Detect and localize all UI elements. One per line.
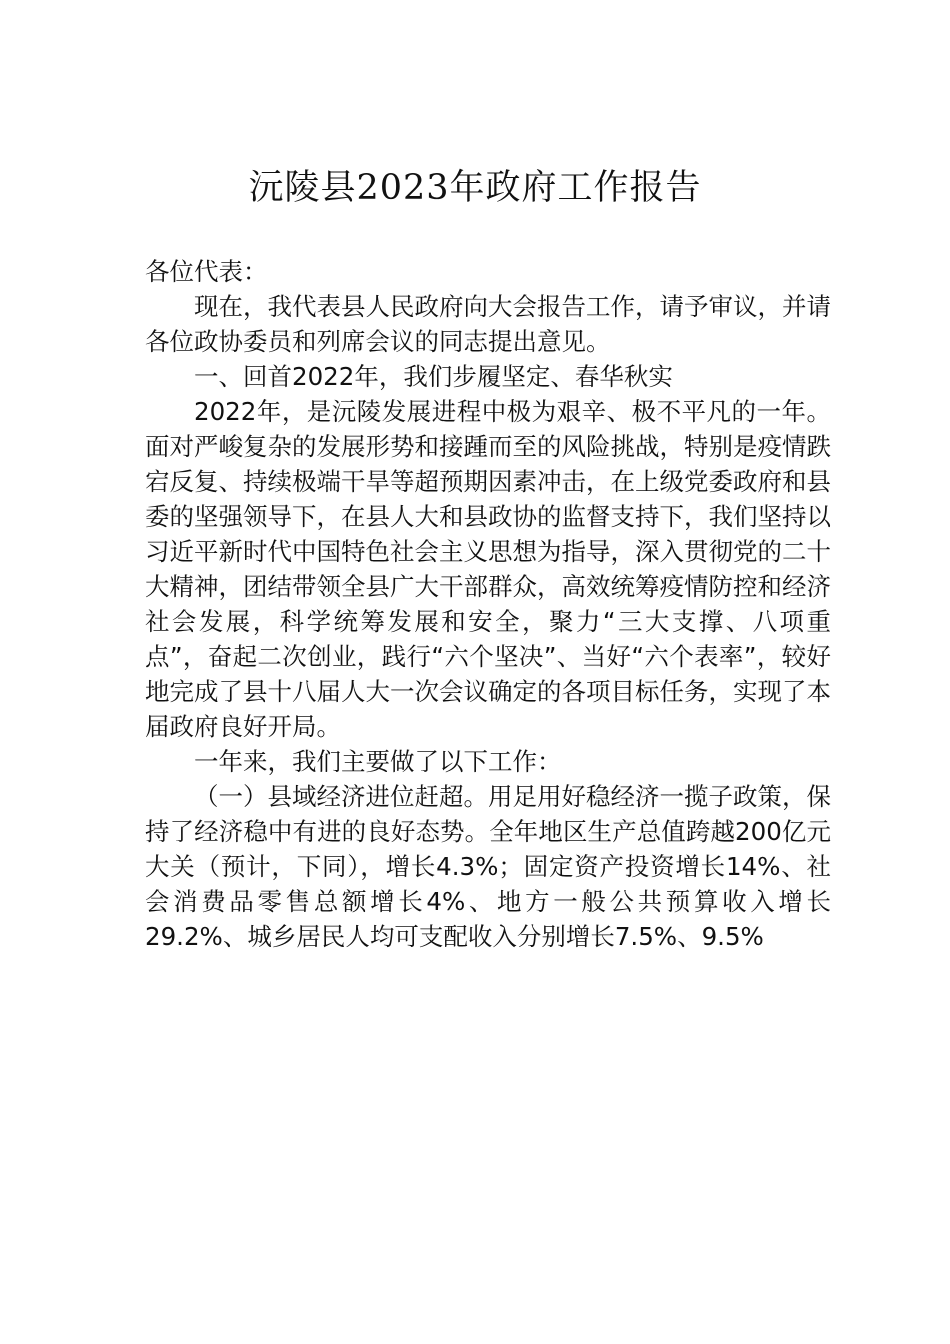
- paragraph-intro-work: 一年来，我们主要做了以下工作：: [194, 747, 562, 776]
- document-body: [145, 254, 831, 954]
- salutation: 各位代表：: [145, 257, 268, 286]
- paragraph-economy: （一）县域经济进位赶超。用足用好稳经济一揽子政策，保持了经济稳中有进的良好态势。全年地区生产总值跨越200亿元大关（预计，下同），增长4.3%；固定资产投资增长14%、社会消费品零售总额增长4%、地方一般公共预算收入增长29.2%、城乡居民人均可支配收入分别增长7.5%、9.5%: [145, 782, 831, 951]
- paragraph-review: 2022年，是沅陵发展进程中极为艰辛、极不平凡的一年。面对严峻复杂的发展形势和接踵而至的风险挑战，特别是疫情跌宕反复、持续极端干旱等超预期因素冲击，在上级党委政府和县委的坚强领导下，在县人大和县政协的监督支持下，我们坚持以习近平新时代中国特色社会主义思想为指导，深入贯彻党的二十大精神，团结带领全县广大干部群众，高效统筹疫情防控和经济社会发展，科学统筹发展和安全，聚力“三大支撑、八项重点”，奋起二次创业，践行“六个坚决”、当好“六个表率”，较好地完成了县十八届人大一次会议确定的各项目标任务，实现了本届政府良好开局。: [145, 397, 831, 741]
- document-title: 沅陵县2023年政府工作报告: [248, 168, 702, 208]
- paragraph-opening: 现在，我代表县人民政府向大会报告工作，请予审议，并请各位政协委员和列席会议的同志提出意见。: [145, 292, 831, 356]
- section-heading: 一、回首2022年，我们步履坚定、春华秋实: [194, 362, 673, 391]
